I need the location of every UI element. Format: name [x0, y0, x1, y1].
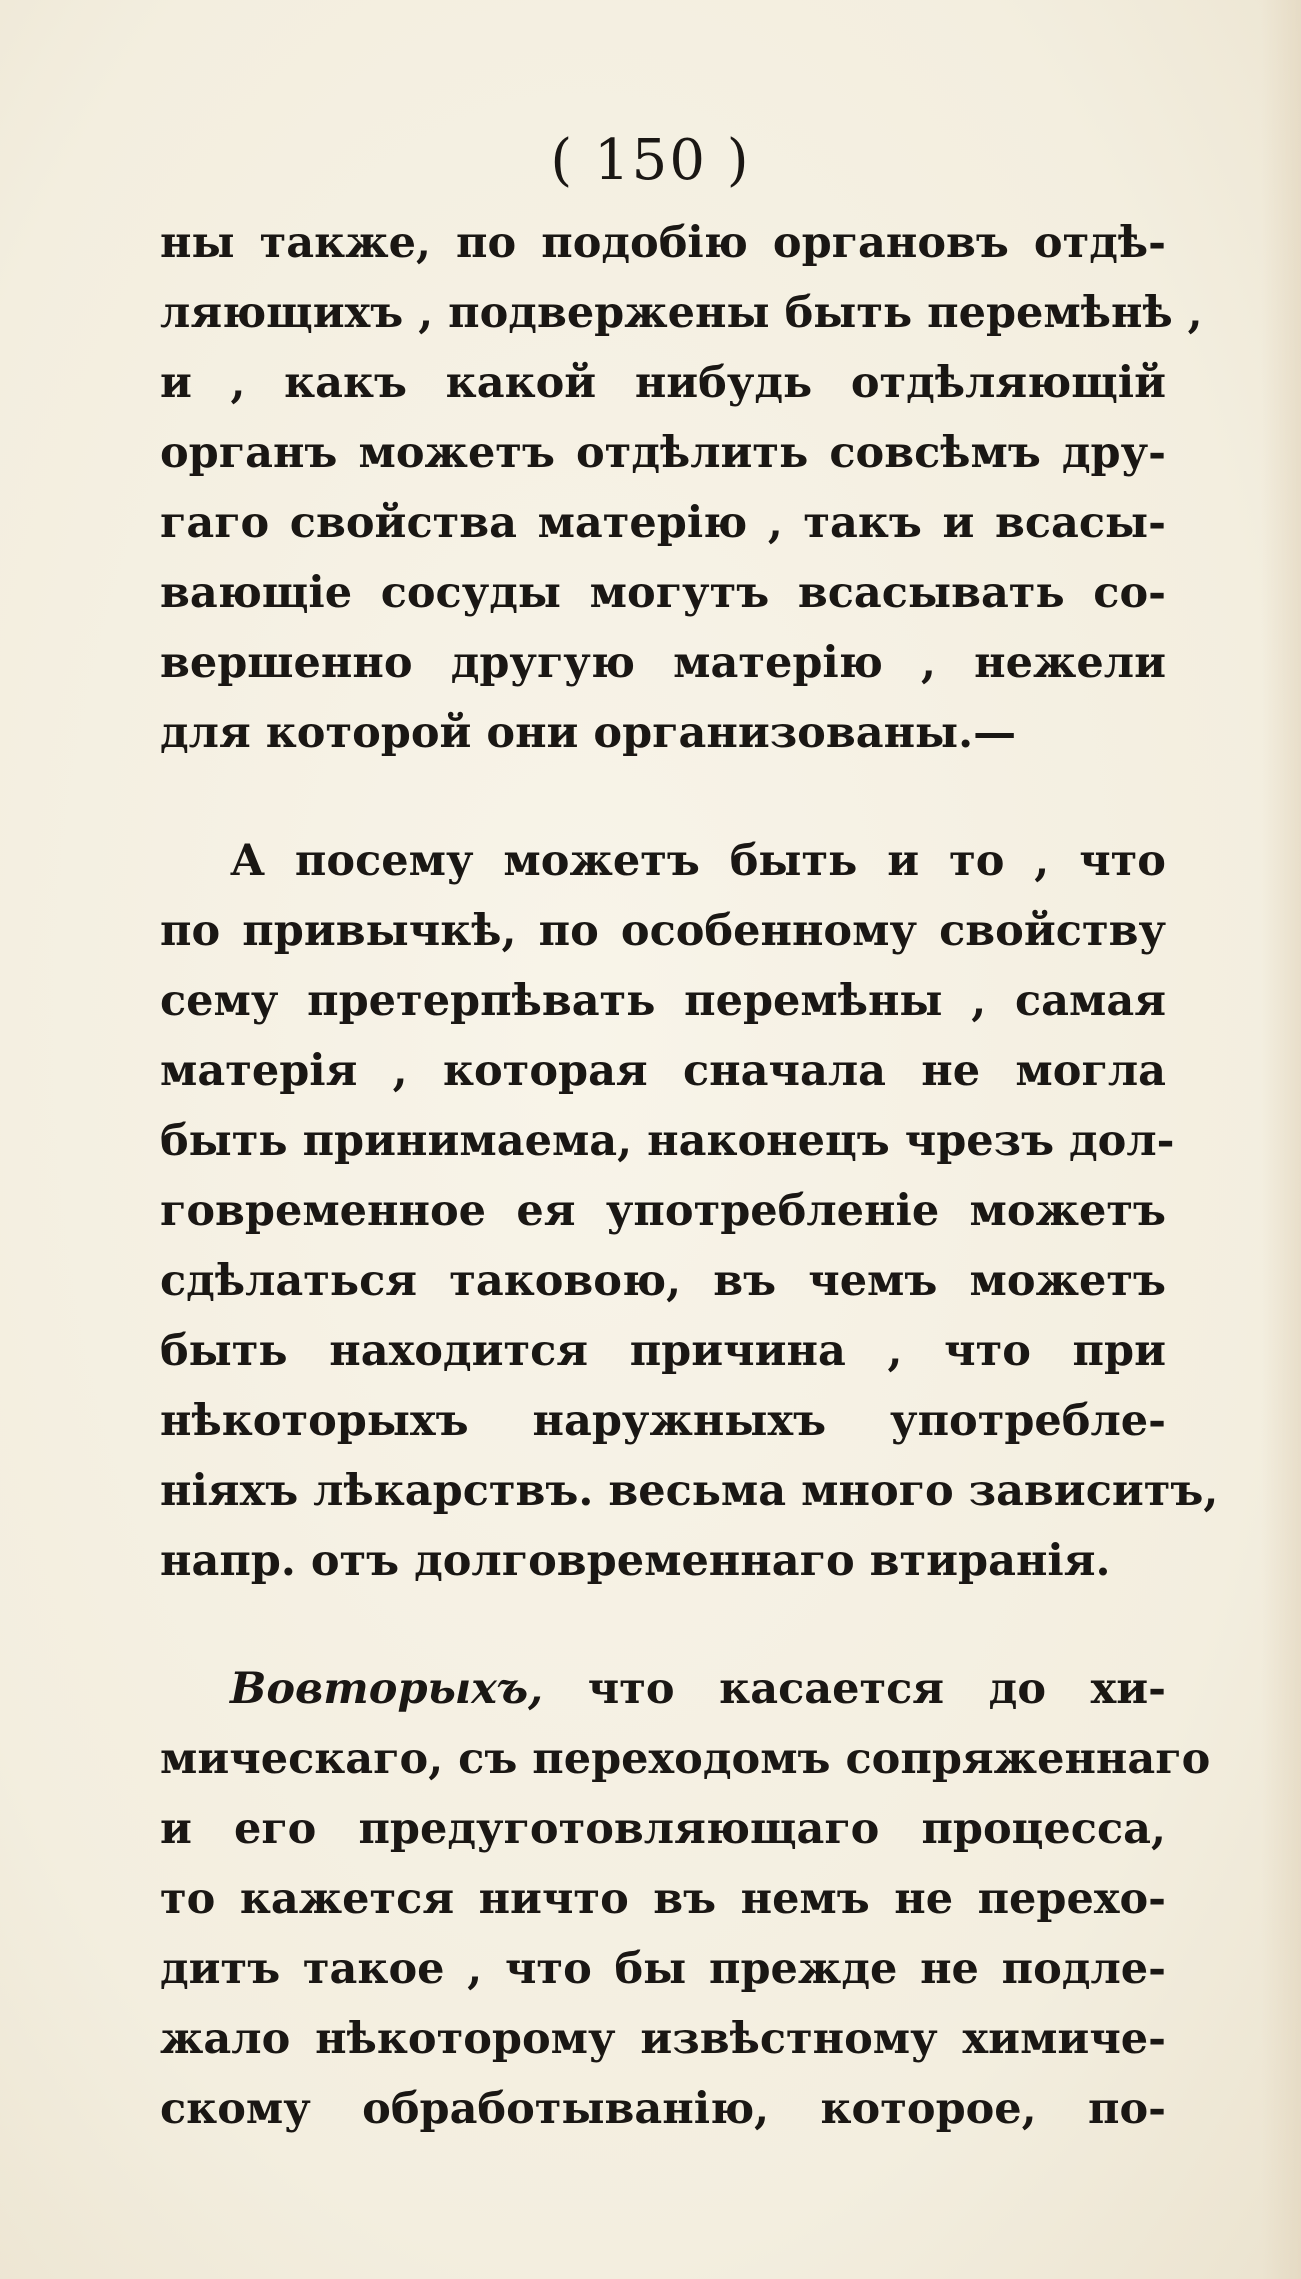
text-line: ны также, по подобію органовъ отдѣ-	[160, 218, 1166, 268]
text-line: сему претерпѣвать перемѣны , самая	[160, 976, 1166, 1026]
text-line: мическаго, съ переходомъ сопряженнаго	[160, 1734, 1211, 1784]
text-line: то кажется ничто въ немъ не перехо-	[160, 1874, 1166, 1924]
text-line: дитъ такое , что бы прежде не подле-	[160, 1944, 1166, 1994]
text-line: жало нѣкоторому извѣстному химиче-	[160, 2014, 1166, 2064]
text-line: для которой они организованы.—	[160, 708, 1017, 758]
text-line: скому обработыванію, которое, по-	[160, 2084, 1166, 2134]
text-line: органъ можетъ отдѣлить совсѣмъ дру-	[160, 428, 1166, 478]
italic-lead-word: Вовторыхъ,	[230, 1664, 544, 1714]
text-line: говременное ея употребленіе можетъ	[160, 1186, 1166, 1236]
text-line: по привычкѣ, по особенному свойству	[160, 906, 1166, 956]
text-line: и его предуготовляющаго процесса,	[160, 1804, 1166, 1854]
text-line: и , какъ какой нибудь отдѣляющій	[160, 358, 1166, 408]
text-line: ніяхъ лѣкарствъ. весьма много зависитъ,	[160, 1466, 1219, 1516]
text-line: матерія , которая сначала не могла	[160, 1046, 1166, 1096]
text-line: напр. отъ долговременнаго втиранія.	[160, 1536, 1111, 1586]
page-body	[160, 208, 1219, 2144]
page-number: ( 150 )	[550, 128, 751, 193]
paragraph-3	[160, 1654, 1211, 2144]
text-line-indented	[160, 1654, 1166, 1724]
text-line: быть принимаема, наконецъ чрезъ дол-	[160, 1116, 1175, 1166]
page-edge-shadow	[1261, 0, 1301, 2279]
text-line-content: А посему можетъ быть и то , что	[230, 836, 1166, 886]
text-line-indented	[160, 826, 1166, 896]
text-line: вающіе сосуды могутъ всасывать со-	[160, 568, 1166, 618]
text-line: гаго свойства матерію , такъ и всасы-	[160, 498, 1166, 548]
text-line: вершенно другую матерію , нежели	[160, 638, 1166, 688]
text-line: быть находится причина , что при	[160, 1326, 1166, 1376]
paragraph-2	[160, 826, 1219, 1596]
text-line: сдѣлаться таковою, въ чемъ можетъ	[160, 1256, 1166, 1306]
text-line: ляющихъ , подвержены быть перемѣнѣ ,	[160, 288, 1203, 338]
text-line: нѣкоторыхъ наружныхъ употребле-	[160, 1396, 1166, 1446]
paragraph-1	[160, 208, 1203, 768]
text-line-content: что касается до хи-	[587, 1664, 1166, 1714]
